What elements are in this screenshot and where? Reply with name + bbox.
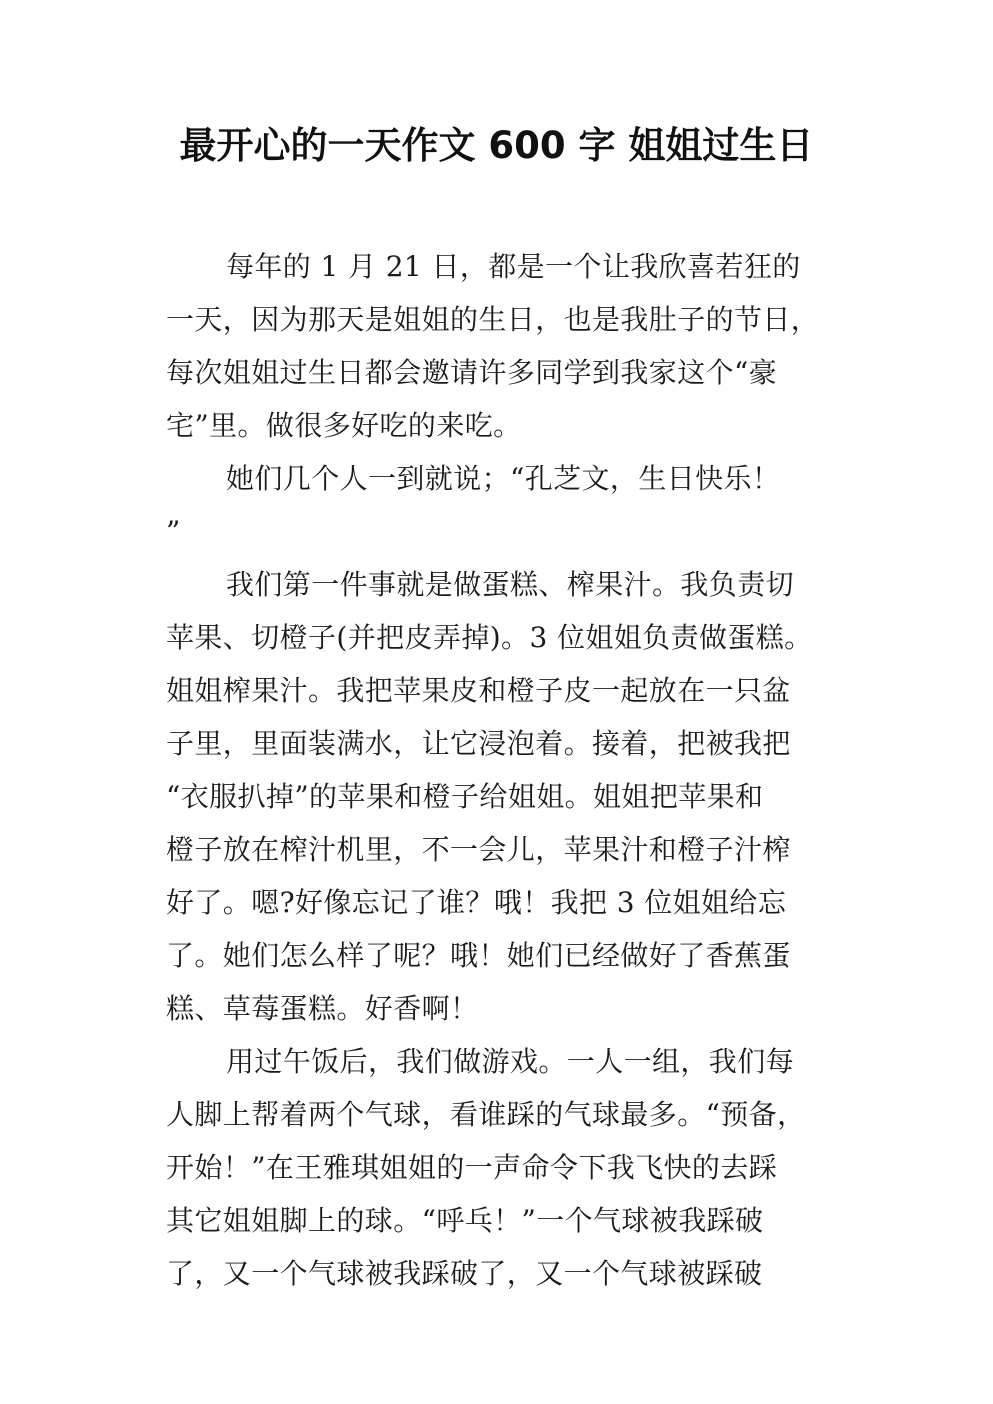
paragraph-line: ” xyxy=(166,515,181,548)
paragraph-line: 了。她们怎么样了呢？哦！她们已经做好了香蕉蛋 xyxy=(166,939,791,972)
paragraph-line: 姐姐榨果汁。我把苹果皮和橙子皮一起放在一只盆 xyxy=(166,674,791,707)
paragraph-line: 一天，因为那天是姐姐的生日，也是我肚子的节日， xyxy=(166,303,820,336)
paragraph-line: 每次姐姐过生日都会邀请许多同学到我家这个“豪 xyxy=(166,356,778,389)
paragraph-line: 其它姐姐脚上的球。“呼乓！”一个气球被我踩破 xyxy=(166,1204,764,1237)
paragraph-line: 我们第一件事就是做蛋糕、榨果汁。我负责切 xyxy=(226,568,795,601)
paragraph-line: 每年的 1 月 21 日，都是一个让我欣喜若狂的 xyxy=(226,250,801,283)
paragraph-line: 用过午饭后，我们做游戏。一人一组，我们每 xyxy=(226,1045,795,1078)
paragraph-line: 她们几个人一到就说；“孔芝文，生日快乐！ xyxy=(226,462,781,495)
paragraph-line: 开始！”在王雅琪姐姐的一声命令下我飞快的去踩 xyxy=(166,1151,778,1184)
paragraph-line: 子里，里面装满水，让它浸泡着。接着，把被我把 xyxy=(166,727,791,760)
paragraph-line: 人脚上帮着两个气球，看谁踩的气球最多。“预备， xyxy=(166,1098,806,1131)
document-body xyxy=(166,240,846,1300)
paragraph-line: “衣服扒掉”的苹果和橙子给姐姐。姐姐把苹果和 xyxy=(166,780,764,813)
paragraph-line: 好了。嗯?好像忘记了谁？哦！我把 3 位姐姐给忘 xyxy=(166,886,787,919)
paragraph-line: 宅”里。做很多好吃的来吃。 xyxy=(166,409,522,442)
document-title: 最开心的一天作文 600 字 姐姐过生日 xyxy=(179,124,814,167)
paragraph-line: 苹果、切橙子(并把皮弄掉)。3 位姐姐负责做蛋糕。 xyxy=(166,621,813,654)
paragraph-line: 了，又一个气球被我踩破了，又一个气球被踩破 xyxy=(166,1257,763,1290)
paragraph-line: 糕、草莓蛋糕。好香啊！ xyxy=(166,992,479,1025)
paragraph-line: 橙子放在榨汁机里，不一会儿，苹果汁和橙子汁榨 xyxy=(166,833,791,866)
